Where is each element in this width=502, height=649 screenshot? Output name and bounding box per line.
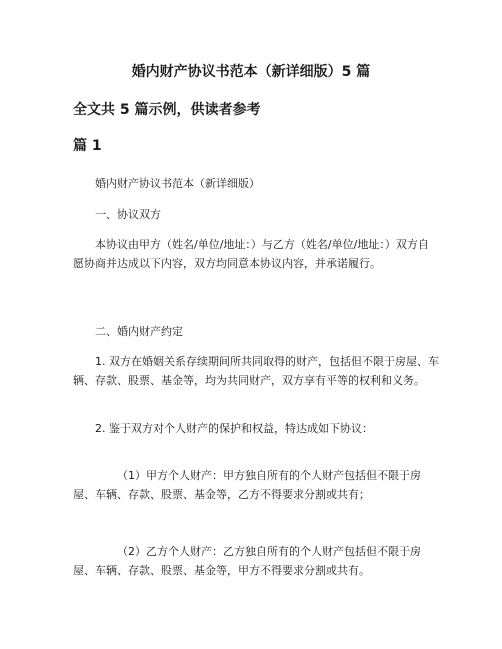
document-title: 婚内财产协议书范本（新详细版）5 篇	[131, 64, 371, 80]
chapter-heading: 篇 1	[73, 138, 102, 154]
section-heading-parties: 一、协议双方	[95, 208, 161, 221]
paragraph-party-a-property: （1）甲方个人财产：甲方独自所有的个人财产包括但不限于房屋、车辆、存款、股票、基金等，乙方不得要求分割或共有；	[73, 469, 421, 501]
paragraph-parties: 本协议由甲方（姓名/单位/地址：）与乙方（姓名/单位/地址：）双方自愿协商并达成以下内容，双方均同意本协议内容，并承诺履行。	[73, 238, 429, 270]
paragraph-party-b-property: （2）乙方个人财产：乙方独自所有的个人财产包括但不限于房屋、车辆、存款、股票、基金等，甲方不得要求分割或共有。	[73, 545, 421, 577]
agreement-title: 婚内财产协议书范本（新详细版）	[95, 177, 260, 190]
paragraph-clause-1: 1. 双方在婚姻关系存续期间所共同取得的财产，包括但不限于房屋、车辆、存款、股票、基金等，均为共同财产，双方享有平等的权利和义务。	[73, 355, 439, 387]
document-subtitle: 全文共 5 篇示例，供读者参考	[73, 102, 261, 118]
paragraph-clause-2: 2. 鉴于双方对个人财产的保护和权益，特达成如下协议：	[95, 422, 373, 435]
section-heading-property: 二、婚内财产约定	[95, 325, 183, 338]
